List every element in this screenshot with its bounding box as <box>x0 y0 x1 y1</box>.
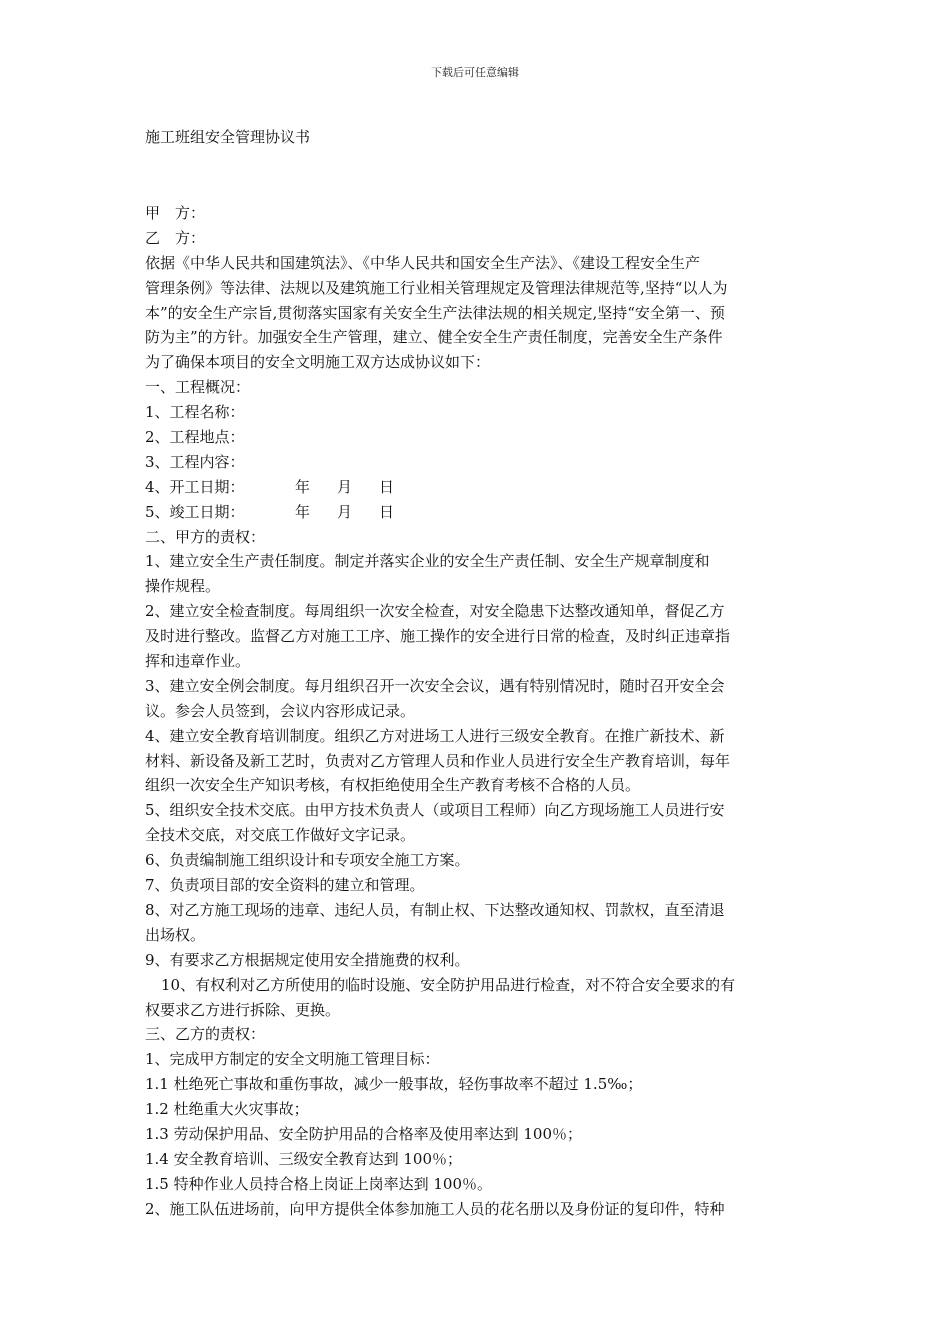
section-2-line-10: 10、有权利对乙方所使用的临时设施、安全防护用品进行检查，对不符合安全要求的有 <box>161 975 736 994</box>
intro-line: 管理条例》等法律、法规以及建筑施工行业相关管理规定及管理法律规范等,坚持“以人为 <box>145 278 728 297</box>
section-2-line: 7、负责项目部的安全资料的建立和管理。 <box>145 876 425 895</box>
header-note: 下载后可任意编辑 <box>431 66 519 79</box>
section-2-line: 3、建立安全例会制度。每月组织召开一次安全会议，遇有特别情况时，随时召开安全会 <box>145 676 725 695</box>
year-label: 年 <box>295 477 311 496</box>
section-2-line: 4、建立安全教育培训制度。组织乙方对进场工人进行三级安全教育。在推广新技术、新 <box>145 726 725 745</box>
document-body <box>145 201 810 1222</box>
section-2-line: 出场权。 <box>145 925 206 944</box>
section-2-line: 9、有要求乙方根据规定使用安全措施费的权利。 <box>145 950 470 969</box>
party-a-line: 甲 方： <box>145 204 206 222</box>
month-label: 月 <box>337 477 353 496</box>
party-b-line: 乙 方： <box>145 228 206 247</box>
section-2-heading: 二、甲方的责权： <box>145 527 266 546</box>
end-date-label: 5、竣工日期： <box>145 502 245 521</box>
section-2-line: 6、负责编制施工组织设计和专项安全施工方案。 <box>145 851 470 870</box>
year-label: 年 <box>295 502 311 521</box>
project-name-line: 1、工程名称： <box>145 403 245 422</box>
section-2-line: 操作规程。 <box>145 577 221 596</box>
section-3-line: 2、施工队伍进场前，向甲方提供全体参加施工人员的花名册以及身份证的复印件，特种 <box>145 1199 725 1218</box>
section-2-line: 2、建立安全检查制度。每周组织一次安全检查，对安全隐患下达整改通知单，督促乙方 <box>145 602 725 621</box>
section-3-line: 1.1 杜绝死亡事故和重伤事故，减少一般事故，轻伤事故率不超过 1.5‰； <box>145 1075 643 1094</box>
section-3-line: 1.2 杜绝重大火灾事故； <box>145 1100 309 1119</box>
section-3-line: 1.3 劳动保护用品、安全防护用品的合格率及使用率达到 100％； <box>145 1124 583 1143</box>
section-2-line: 1、建立安全生产责任制度。制定并落实企业的安全生产责任制、安全生产规章制度和 <box>145 552 710 571</box>
section-2-line: 及时进行整改。监督乙方对施工工序、施工操作的安全进行日常的检查，及时纠正违章指 <box>145 627 731 646</box>
intro-line: 为了确保本项目的安全文明施工双方达成协议如下： <box>145 353 491 372</box>
section-3-heading: 三、乙方的责权： <box>145 1025 266 1044</box>
day-label: 日 <box>379 477 395 496</box>
day-label: 日 <box>379 502 395 521</box>
section-2-line: 材料、新设备及新工艺时，负责对乙方管理人员和作业人员进行安全生产教育培训，每年 <box>145 751 731 770</box>
section-1-heading: 一、工程概况： <box>145 378 251 397</box>
section-2-line-10-cont: 权要求乙方进行拆除、更换。 <box>145 1000 341 1019</box>
section-2-line: 组织一次安全生产知识考核，有权拒绝使用全生产教育考核不合格的人员。 <box>145 776 641 795</box>
month-label: 月 <box>337 502 353 521</box>
start-date-line <box>145 475 810 500</box>
project-content-line: 3、工程内容： <box>145 452 245 471</box>
section-2-line: 8、对乙方施工现场的违章、违纪人员，有制止权、下达整改通知权、罚款权，直至清退 <box>145 900 725 919</box>
section-2-line: 挥和违章作业。 <box>145 652 251 671</box>
end-date-line <box>145 500 810 525</box>
intro-line: 依据《中华人民共和国建筑法》、《中华人民共和国安全生产法》、《建设工程安全生产 <box>145 253 701 272</box>
section-3-line: 1.4 安全教育培训、三级安全教育达到 100％； <box>145 1149 463 1168</box>
project-location-line: 2、工程地点： <box>145 428 245 447</box>
section-2-line: 议。参会人员签到，会议内容形成记录。 <box>145 701 416 720</box>
document-title: 施工班组安全管理协议书 <box>145 128 311 146</box>
section-3-line: 1.5 特种作业人员持合格上岗证上岗率达到 100％。 <box>145 1174 493 1193</box>
section-2-line: 5、组织安全技术交底。由甲方技术负责人（或项目工程师）向乙方现场施工人员进行安 <box>145 801 725 820</box>
start-date-label: 4、开工日期： <box>145 477 245 496</box>
intro-line: 防为主”的方针。加强安全生产管理，建立、健全安全生产责任制度，完善安全生产条件 <box>145 328 723 347</box>
intro-line: 本”的安全生产宗旨,贯彻落实国家有关安全生产法律法规的相关规定,坚持“安全第一、预 <box>145 303 725 322</box>
section-2-line: 全技术交底，对交底工作做好文字记录。 <box>145 826 416 845</box>
section-3-line: 1、完成甲方制定的安全文明施工管理目标： <box>145 1050 440 1069</box>
